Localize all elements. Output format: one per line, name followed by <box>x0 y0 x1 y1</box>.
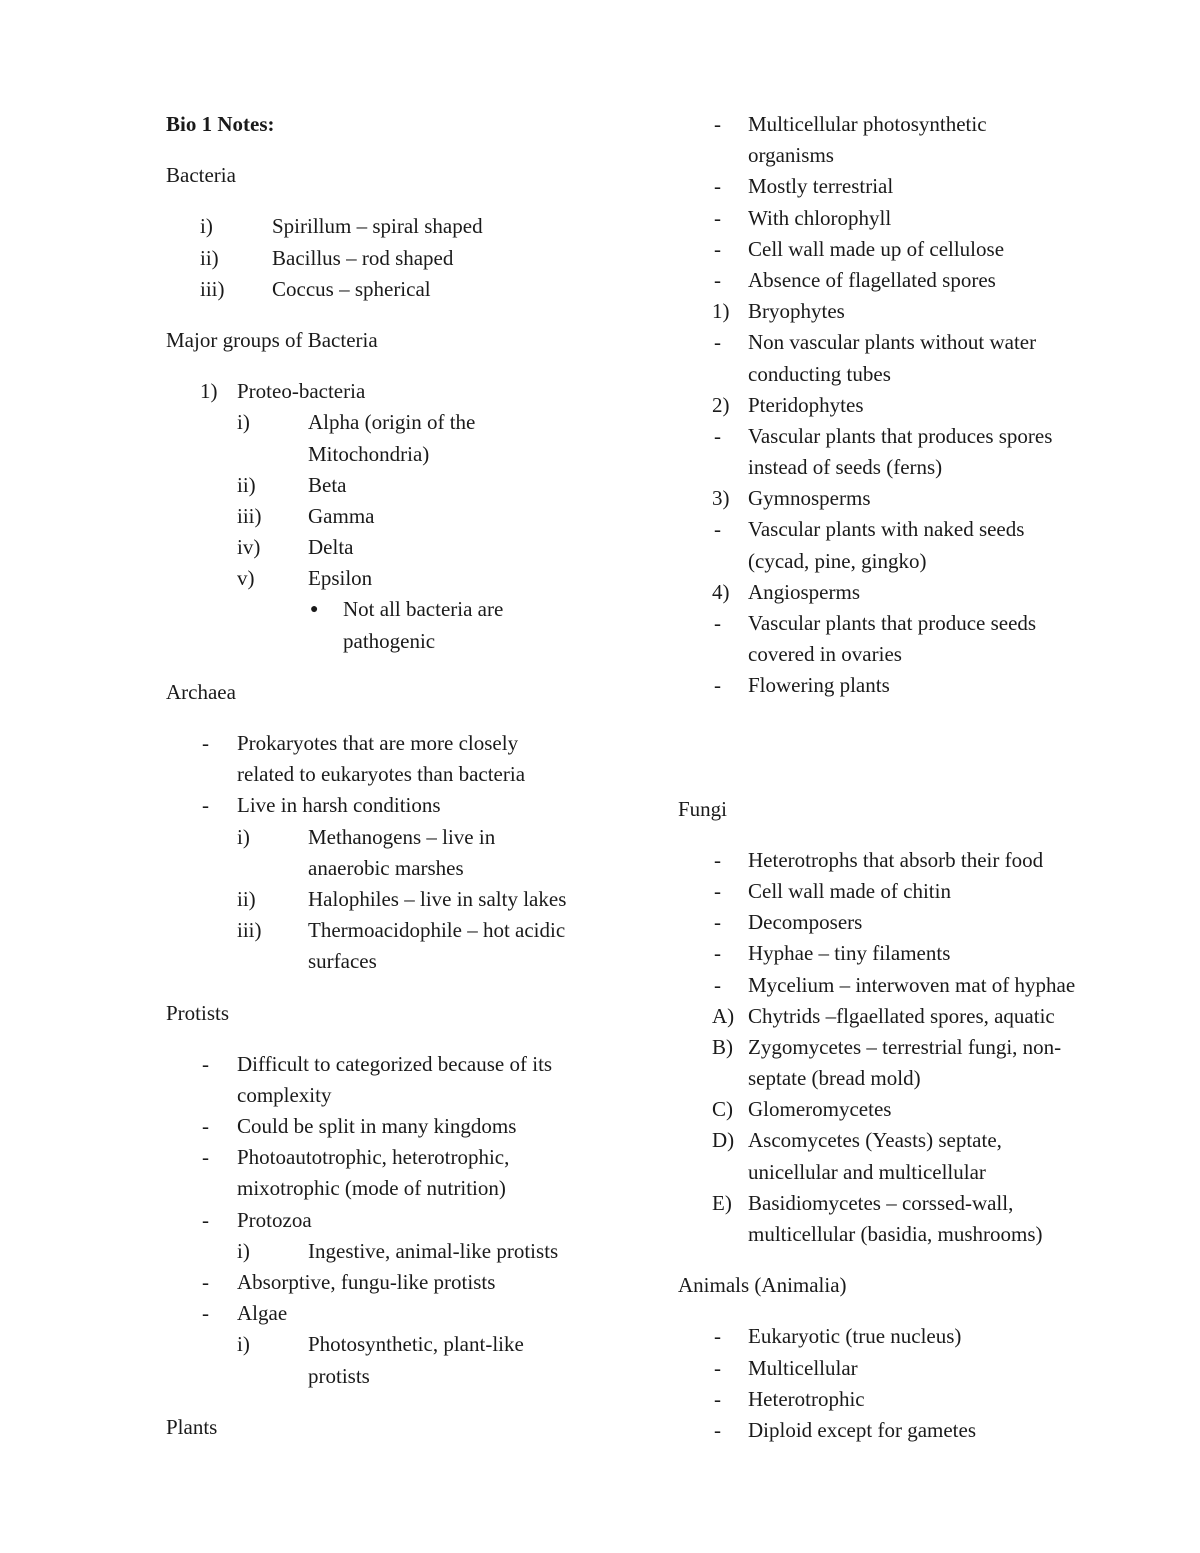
dash-item <box>678 970 1148 1001</box>
list-text: Hyphae – tiny filaments <box>748 941 951 966</box>
list-marker: iii) <box>237 918 262 943</box>
list-text: Bryophytes <box>748 299 845 324</box>
list-text: Gamma <box>308 503 375 528</box>
list-item <box>166 532 616 563</box>
list-marker: 2) <box>712 392 730 417</box>
list-item-cont <box>166 946 616 977</box>
list-text: Absence of flagellated spores <box>748 267 996 292</box>
list-text: Zygomycetes – terrestrial fungi, non- <box>748 1034 1062 1059</box>
list-text: pathogenic <box>343 628 436 653</box>
list-item <box>678 1094 1148 1125</box>
animals-heading: Animals (Animalia) <box>678 1273 847 1298</box>
list-marker: D) <box>712 1128 735 1153</box>
list-item <box>166 915 616 946</box>
list-marker: - <box>714 878 721 903</box>
list-marker: - <box>202 793 209 818</box>
list-marker: - <box>714 174 721 199</box>
list-text: Proteo-bacteria <box>237 379 366 404</box>
list-marker: - <box>202 1051 209 1076</box>
list-text: covered in ovaries <box>748 642 902 667</box>
list-text: Eukaryotic (true nucleus) <box>748 1324 962 1349</box>
list-marker: - <box>714 910 721 935</box>
list-text: Alpha (origin of the <box>308 410 476 435</box>
right-column <box>678 109 1148 1446</box>
list-marker: - <box>714 1386 721 1411</box>
list-text: Diploid except for gametes <box>748 1417 977 1442</box>
dash-item <box>166 1205 616 1236</box>
list-text: Difficult to categorized because of its <box>237 1051 553 1076</box>
list-text: Gymnosperms <box>748 486 871 511</box>
major-groups-heading: Major groups of Bacteria <box>166 327 378 352</box>
bullet-item-cont <box>166 626 616 657</box>
dash-item <box>166 1267 616 1298</box>
dash-item <box>678 1415 1148 1446</box>
list-marker: i) <box>237 410 250 435</box>
list-marker: ii) <box>200 245 219 270</box>
list-text: Absorptive, fungu-like protists <box>237 1270 496 1294</box>
dash-item <box>678 1321 1148 1352</box>
list-item <box>678 483 1148 514</box>
list-text: conducting tubes <box>748 361 891 386</box>
list-text: Vascular plants with naked seeds <box>748 517 1025 542</box>
list-text: Not all bacteria are <box>343 597 504 622</box>
list-text: Spirillum – spiral shaped <box>272 214 483 239</box>
list-marker: - <box>202 1145 209 1170</box>
list-marker: - <box>714 205 721 230</box>
list-marker: - <box>714 1324 721 1349</box>
list-text: Decomposers <box>748 910 863 935</box>
protists-heading: Protists <box>166 1000 230 1025</box>
list-text: Could be split in many kingdoms <box>237 1114 517 1139</box>
list-item <box>166 376 616 407</box>
dash-item <box>678 109 1148 140</box>
dash-item <box>678 907 1148 938</box>
list-text: Vascular plants that produce seeds <box>748 611 1037 635</box>
list-text: anaerobic marshes <box>308 855 464 880</box>
list-text: Heterotrophic <box>748 1386 865 1411</box>
list-marker: - <box>202 1207 209 1232</box>
dash-item <box>678 265 1148 296</box>
list-item <box>166 884 616 915</box>
list-item <box>166 211 616 242</box>
list-marker: - <box>714 423 721 448</box>
list-text: Multicellular photosynthetic <box>748 112 987 136</box>
list-marker: - <box>714 847 721 872</box>
list-marker: E) <box>712 1190 732 1215</box>
list-item-cont <box>166 853 616 884</box>
list-marker: - <box>202 1114 209 1139</box>
list-marker: - <box>714 673 721 698</box>
list-marker: - <box>714 611 721 635</box>
dash-item <box>678 608 1148 639</box>
list-text: Delta <box>308 535 354 560</box>
list-marker: i) <box>237 824 250 849</box>
list-text: multicellular (basidia, mushrooms) <box>748 1222 1043 1246</box>
list-text: Prokaryotes that are more closely <box>237 731 519 755</box>
list-marker: - <box>714 1355 721 1380</box>
list-marker: iii) <box>237 503 262 528</box>
list-text: Basidiomycetes – corssed-wall, <box>748 1190 1014 1215</box>
list-marker: 1) <box>712 299 730 324</box>
list-text: Multicellular <box>748 1355 858 1380</box>
dash-item <box>166 1298 616 1329</box>
list-item <box>678 577 1148 608</box>
list-text: Pteridophytes <box>748 392 864 417</box>
list-text: Mitochondria) <box>308 441 430 466</box>
list-text: surfaces <box>308 949 377 974</box>
list-marker: - <box>714 330 721 355</box>
dash-item <box>678 938 1148 969</box>
list-marker: - <box>202 731 209 755</box>
dash-item <box>678 1384 1148 1415</box>
dash-item <box>166 1111 616 1142</box>
list-text: Cell wall made of chitin <box>748 878 951 903</box>
list-marker: - <box>714 236 721 261</box>
dash-item <box>678 845 1148 876</box>
list-text: With chlorophyll <box>748 205 892 230</box>
list-text: Ingestive, animal-like protists <box>308 1238 559 1263</box>
list-text: Epsilon <box>308 566 373 591</box>
list-item <box>678 1125 1148 1156</box>
dash-item-cont <box>166 759 616 790</box>
dash-item-cont <box>166 1080 616 1111</box>
fungi-heading: Fungi <box>678 796 728 821</box>
list-item <box>166 470 616 501</box>
dash-item-cont <box>678 546 1148 577</box>
list-text: Mycelium – interwoven mat of hyphae <box>748 972 1076 997</box>
list-marker: A) <box>712 1003 735 1028</box>
list-text: protists <box>308 1363 370 1388</box>
list-text: Methanogens – live in <box>308 824 496 849</box>
list-item-cont <box>678 1063 1148 1094</box>
list-text: Photoautotrophic, heterotrophic, <box>237 1145 510 1170</box>
dash-item <box>678 1353 1148 1384</box>
bullet-item <box>166 594 616 625</box>
list-marker: 1) <box>200 379 218 404</box>
list-item <box>166 274 616 305</box>
list-marker: - <box>714 941 721 966</box>
list-text: mixotrophic (mode of nutrition) <box>237 1176 506 1201</box>
list-text: Flowering plants <box>748 673 890 698</box>
dash-item-cont <box>678 140 1148 171</box>
list-item <box>166 407 616 438</box>
list-marker: i) <box>237 1238 250 1263</box>
dash-item <box>678 421 1148 452</box>
list-marker: 4) <box>712 579 730 604</box>
list-item <box>166 501 616 532</box>
list-marker: - <box>714 972 721 997</box>
list-text: Angiosperms <box>748 579 860 604</box>
list-marker: iii) <box>200 276 225 301</box>
list-marker: iv) <box>237 535 261 560</box>
list-marker: i) <box>237 1332 250 1357</box>
list-text: Glomeromycetes <box>748 1097 892 1122</box>
list-marker: - <box>714 517 721 542</box>
list-text: Chytrids –flgaellated spores, aquatic <box>748 1003 1055 1028</box>
list-text: Protozoa <box>237 1207 312 1232</box>
list-item <box>166 822 616 853</box>
list-marker: ii) <box>237 472 256 497</box>
list-item <box>166 243 616 274</box>
plants-heading: Plants <box>166 1414 218 1439</box>
list-item <box>166 1329 616 1360</box>
list-marker: ii) <box>237 886 256 911</box>
list-item-cont <box>678 1157 1148 1188</box>
dash-item <box>678 234 1148 265</box>
list-text: Bacillus – rod shaped <box>272 245 454 270</box>
list-text: related to eukaryotes than bacteria <box>237 762 526 787</box>
list-text: Heterotrophs that absorb their food <box>748 847 1044 872</box>
page-title: Bio 1 Notes: <box>166 112 275 136</box>
list-text: complexity <box>237 1082 332 1107</box>
list-text: Ascomycetes (Yeasts) septate, <box>748 1128 1002 1153</box>
archaea-heading: Archaea <box>166 679 236 704</box>
list-text: Photosynthetic, plant-like <box>308 1332 524 1357</box>
list-item-cont <box>166 1361 616 1392</box>
list-item <box>678 1032 1148 1063</box>
dash-item-cont <box>678 452 1148 483</box>
list-item <box>678 390 1148 421</box>
list-marker: - <box>714 112 721 136</box>
list-marker: i) <box>200 214 213 239</box>
list-item <box>678 1188 1148 1219</box>
list-marker: - <box>714 1417 721 1442</box>
list-item-cont <box>678 1219 1148 1250</box>
list-text: Coccus – spherical <box>272 276 431 301</box>
list-text: Algae <box>237 1301 288 1326</box>
left-column <box>166 109 616 1443</box>
list-text: Halophiles – live in salty lakes <box>308 886 567 911</box>
list-marker: B) <box>712 1034 733 1059</box>
list-text: Beta <box>308 472 347 497</box>
list-text: organisms <box>748 143 834 168</box>
bacteria-heading: Bacteria <box>166 163 236 188</box>
list-item <box>678 296 1148 327</box>
list-text: Cell wall made up of cellulose <box>748 236 1005 261</box>
dash-item <box>678 327 1148 358</box>
list-item <box>166 1236 616 1267</box>
list-marker: - <box>202 1301 209 1326</box>
dash-item <box>166 790 616 821</box>
list-marker: - <box>714 267 721 292</box>
dash-item <box>678 670 1148 701</box>
list-marker: C) <box>712 1097 733 1122</box>
list-marker: 3) <box>712 486 730 511</box>
list-text: Non vascular plants without water <box>748 330 1037 355</box>
list-marker: - <box>202 1270 209 1294</box>
list-text: Live in harsh conditions <box>237 793 441 818</box>
bullet-icon: ● <box>310 602 319 618</box>
dash-item <box>166 728 616 759</box>
dash-item <box>166 1049 616 1080</box>
list-text: instead of seeds (ferns) <box>748 455 943 480</box>
dash-item <box>678 203 1148 234</box>
dash-item-cont <box>678 359 1148 390</box>
list-text: septate (bread mold) <box>748 1066 921 1091</box>
list-text: unicellular and multicellular <box>748 1159 986 1184</box>
dash-item <box>166 1142 616 1173</box>
list-text: Thermoacidophile – hot acidic <box>308 918 566 943</box>
dash-item-cont <box>166 1173 616 1204</box>
dash-item <box>678 514 1148 545</box>
dash-item <box>678 171 1148 202</box>
dash-item <box>678 876 1148 907</box>
list-marker: v) <box>237 566 255 591</box>
list-item-cont <box>166 439 616 470</box>
list-text: (cycad, pine, gingko) <box>748 548 927 573</box>
list-item <box>166 563 616 594</box>
list-item <box>678 1001 1148 1032</box>
list-text: Mostly terrestrial <box>748 174 894 199</box>
list-text: Vascular plants that produces spores <box>748 423 1053 448</box>
dash-item-cont <box>678 639 1148 670</box>
